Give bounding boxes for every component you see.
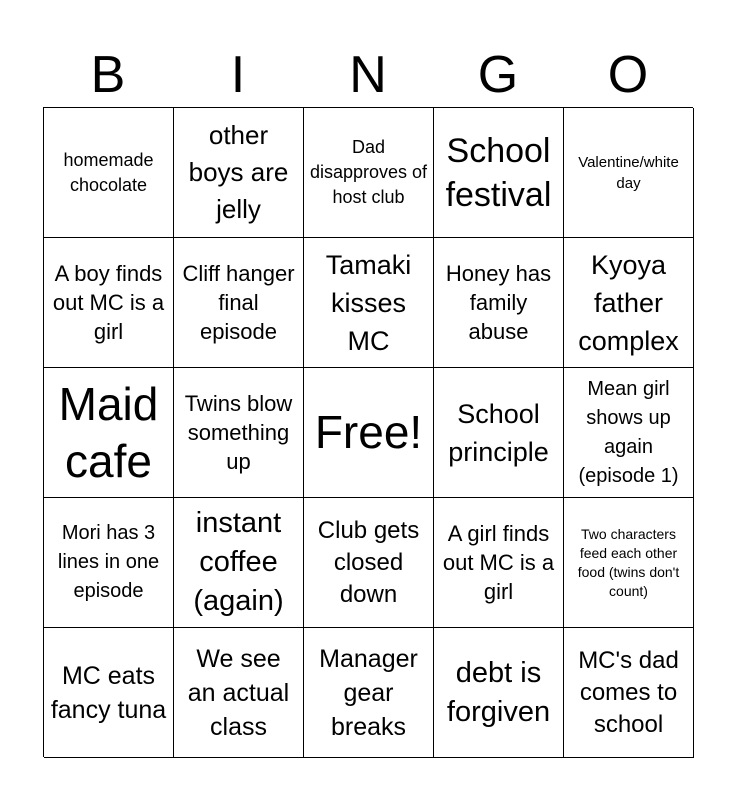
bingo-cell[interactable]	[44, 628, 174, 758]
bingo-cell[interactable]	[564, 498, 694, 628]
cell-text: Valentine/white day	[578, 153, 679, 192]
cell-text: A girl finds out MC is a girl	[442, 521, 555, 604]
header-letter-g: G	[477, 46, 519, 104]
bingo-cell[interactable]	[434, 628, 564, 758]
cell-text: Honey has family abuse	[445, 261, 552, 344]
bingo-cell[interactable]	[564, 628, 694, 758]
cell-text: Kyoya father complex	[578, 249, 679, 356]
bingo-cell[interactable]	[174, 238, 304, 368]
bingo-grid	[43, 107, 693, 757]
cell-text: instant coffee (again)	[193, 507, 284, 617]
bingo-cell[interactable]	[174, 498, 304, 628]
cell-text: Tamaki kisses MC	[325, 249, 412, 356]
bingo-cell[interactable]	[434, 108, 564, 238]
cell-text: We see an actual class	[187, 644, 290, 741]
bingo-cell[interactable]	[44, 368, 174, 498]
bingo-cell[interactable]	[304, 628, 434, 758]
bingo-cell[interactable]	[564, 368, 694, 498]
cell-text: Two characters feed each other food (twins don't count)	[577, 525, 680, 599]
bingo-cell[interactable]	[304, 498, 434, 628]
bingo-cell[interactable]	[434, 238, 564, 368]
cell-text: Maid cafe	[58, 377, 159, 487]
cell-text: Dad disapproves of host club	[309, 137, 428, 207]
cell-text: debt is forgiven	[446, 656, 551, 728]
bingo-cell[interactable]	[174, 368, 304, 498]
bingo-cell[interactable]	[174, 108, 304, 238]
bingo-cell[interactable]	[434, 368, 564, 498]
cell-text: A boy finds out MC is a girl	[52, 261, 165, 344]
cell-text: Free!	[314, 406, 423, 458]
cell-text: MC eats fancy tuna	[50, 661, 167, 724]
cell-text: School principle	[448, 398, 549, 467]
cell-text: homemade chocolate	[63, 149, 154, 195]
header-letter-i: I	[230, 46, 246, 104]
cell-text: Mean girl shows up again (episode 1)	[578, 377, 679, 487]
cell-text: Club gets closed down	[317, 516, 420, 608]
cell-text: Twins blow something up	[184, 391, 293, 474]
cell-text: Cliff hanger final episode	[182, 261, 295, 344]
bingo-cell[interactable]	[304, 108, 434, 238]
bingo-cell[interactable]	[44, 108, 174, 238]
bingo-cell[interactable]	[434, 498, 564, 628]
cell-text: MC's dad comes to school	[578, 646, 679, 738]
bingo-cell[interactable]	[564, 108, 694, 238]
bingo-header	[43, 44, 693, 106]
header-letter-n: N	[349, 46, 387, 104]
bingo-cell[interactable]	[564, 238, 694, 368]
bingo-cell[interactable]	[304, 238, 434, 368]
bingo-cell[interactable]	[44, 238, 174, 368]
header-letter-o: O	[607, 46, 649, 104]
cell-text: Mori has 3 lines in one episode	[57, 522, 160, 602]
header-letter-b: B	[90, 46, 126, 104]
free-space[interactable]	[304, 368, 434, 498]
cell-text: School festival	[445, 131, 552, 214]
cell-text: Manager gear breaks	[319, 644, 418, 741]
bingo-cell[interactable]	[44, 498, 174, 628]
bingo-cell[interactable]	[174, 628, 304, 758]
cell-text: other boys are jelly	[188, 120, 289, 224]
